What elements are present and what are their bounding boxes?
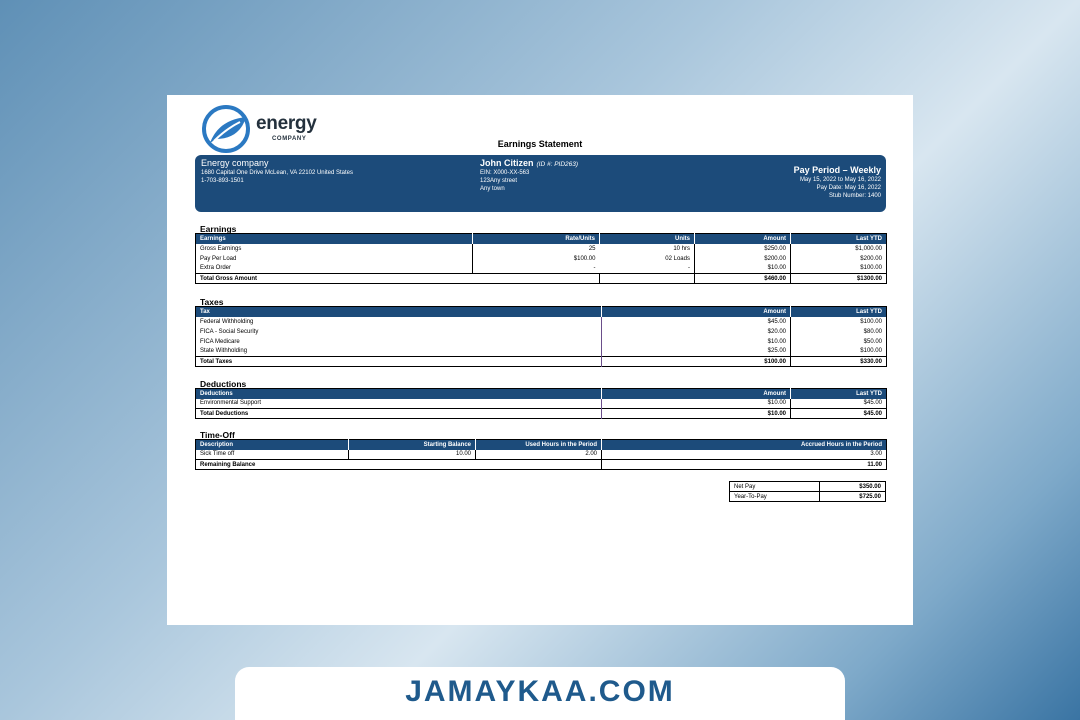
total-row — [196, 274, 887, 284]
total-row — [196, 357, 887, 367]
employee-street: 123Any street — [480, 178, 518, 184]
table-header-row — [196, 389, 887, 399]
total-ytd: $330.00 — [791, 357, 887, 367]
employee-town: Any town — [480, 186, 505, 192]
company-phone: 1-703-893-1501 — [201, 178, 244, 184]
remaining-label: Remaining Balance — [196, 460, 602, 470]
table-cell: Pay Per Load — [200, 255, 237, 262]
earnings-table — [195, 233, 887, 284]
table-cell: State Withholding — [200, 348, 248, 355]
net-pay-label: Net Pay — [730, 482, 820, 492]
table-header-row — [196, 307, 887, 317]
total-ytd: $45.00 — [791, 409, 887, 419]
column-header: Amount — [602, 307, 791, 317]
company-address: 1680 Capital One Drive McLean, VA 22102 United States — [201, 170, 353, 176]
pay-period-range: May 15, 2022 to May 16, 2022 — [799, 177, 881, 183]
column-header: Tax — [196, 307, 602, 317]
table-cell: $10.00 — [602, 337, 791, 347]
table-cell: $1,000.00 — [791, 244, 887, 254]
table-row — [196, 450, 887, 460]
banner-text: JAMAYKAA.COM — [405, 675, 675, 708]
table-cell: Environmental Support — [200, 400, 262, 407]
table-cell: $50.00 — [791, 337, 887, 347]
table-cell: Gross Earnings — [200, 245, 242, 252]
column-header: Description — [196, 440, 349, 450]
net-pay-row — [730, 482, 886, 492]
statement-header — [195, 155, 886, 212]
table-cell: $100.00 — [791, 264, 887, 274]
table-cell: 10.00 — [349, 450, 476, 460]
table-cell: 10 hrs — [673, 245, 690, 252]
table-header-row — [196, 234, 887, 244]
total-amount: $10.00 — [602, 409, 791, 419]
table-cell: Extra Order — [200, 265, 232, 272]
table-cell: $80.00 — [791, 327, 887, 337]
column-header: Units — [600, 234, 695, 244]
timeoff-table — [195, 439, 887, 470]
document-title: Earnings Statement — [497, 139, 583, 149]
timeoff-section-title: Time-Off — [200, 430, 235, 440]
table-cell: $10.00 — [602, 399, 791, 409]
table-cell: Sick Time off — [200, 451, 235, 458]
year-to-pay-label: Year-To-Pay — [730, 492, 820, 502]
table-row — [196, 327, 887, 337]
deductions-section-title: Deductions — [200, 379, 247, 389]
table-cell: $45.00 — [791, 399, 887, 409]
pay-period-title: Pay Period – Weekly — [793, 165, 881, 175]
column-header: Last YTD — [791, 234, 887, 244]
total-row — [196, 460, 887, 470]
table-cell: FICA - Social Security — [200, 328, 259, 335]
table-cell: $20.00 — [602, 327, 791, 337]
employee-id: (ID #: PID263) — [536, 161, 579, 168]
table-cell: 25 — [473, 244, 600, 254]
table-cell: $45.00 — [602, 317, 791, 327]
company-name: Energy company — [201, 158, 269, 168]
watermark-banner — [235, 667, 845, 720]
deductions-table — [195, 388, 887, 419]
total-label: Total Deductions — [196, 409, 602, 419]
column-header: Last YTD — [791, 307, 887, 317]
employee-ein: EIN: X000-XX-563 — [480, 170, 530, 176]
table-cell: - — [473, 264, 600, 274]
taxes-table — [195, 306, 887, 367]
table-row — [196, 399, 887, 409]
table-row — [196, 244, 887, 254]
table-row — [196, 317, 887, 327]
logo-subtitle: COMPANY — [272, 136, 307, 142]
stub-number: Stub Number: 1400 — [828, 193, 881, 199]
table-header-row — [196, 440, 887, 450]
employee-name-line — [480, 158, 578, 168]
earnings-section-title: Earnings — [200, 224, 237, 234]
table-cell: Federal Withholding — [200, 318, 254, 325]
table-cell: FICA Medicare — [200, 338, 240, 345]
remaining-value: 11.00 — [602, 460, 887, 470]
table-cell: $100.00 — [473, 254, 600, 264]
column-header: Amount — [695, 234, 791, 244]
table-cell: $25.00 — [602, 347, 791, 357]
total-ytd: $1300.00 — [791, 274, 887, 284]
column-header: Amount — [602, 389, 791, 399]
total-amount: $100.00 — [602, 357, 791, 367]
table-cell: $10.00 — [695, 264, 791, 274]
column-header: Accrued Hours in the Period — [602, 440, 887, 450]
table-row — [196, 264, 887, 274]
table-cell: - — [688, 265, 690, 272]
table-row — [196, 337, 887, 347]
table-cell: 02 Loads — [665, 255, 690, 262]
taxes-section-title: Taxes — [200, 297, 224, 307]
table-cell: $250.00 — [695, 244, 791, 254]
net-pay-summary — [729, 481, 886, 502]
column-header: Starting Balance — [349, 440, 476, 450]
column-header: Used Hours in the Period — [476, 440, 602, 450]
total-label: Total Gross Amount — [196, 274, 600, 284]
table-row — [196, 347, 887, 357]
table-cell: 2.00 — [476, 450, 602, 460]
table-cell: $200.00 — [695, 254, 791, 264]
pay-date: Pay Date: May 16, 2022 — [816, 185, 881, 191]
table-cell: $200.00 — [791, 254, 887, 264]
year-to-pay-value: $725.00 — [819, 492, 885, 502]
table-cell — [600, 274, 695, 284]
earnings-statement-document — [167, 95, 913, 625]
net-pay-value: $350.00 — [819, 482, 885, 492]
column-header: Last YTD — [791, 389, 887, 399]
table-row — [196, 254, 887, 264]
table-cell: $100.00 — [791, 347, 887, 357]
column-header: Deductions — [196, 389, 602, 399]
table-cell: 3.00 — [602, 450, 887, 460]
logo-wordmark: energy — [256, 113, 317, 134]
total-amount: $460.00 — [695, 274, 791, 284]
year-to-pay-row — [730, 492, 886, 502]
column-header: Rate/Units — [473, 234, 600, 244]
total-row — [196, 409, 887, 419]
total-label: Total Taxes — [196, 357, 602, 367]
column-header: Earnings — [196, 234, 473, 244]
table-cell: $100.00 — [791, 317, 887, 327]
employee-name: John Citizen — [480, 158, 534, 168]
